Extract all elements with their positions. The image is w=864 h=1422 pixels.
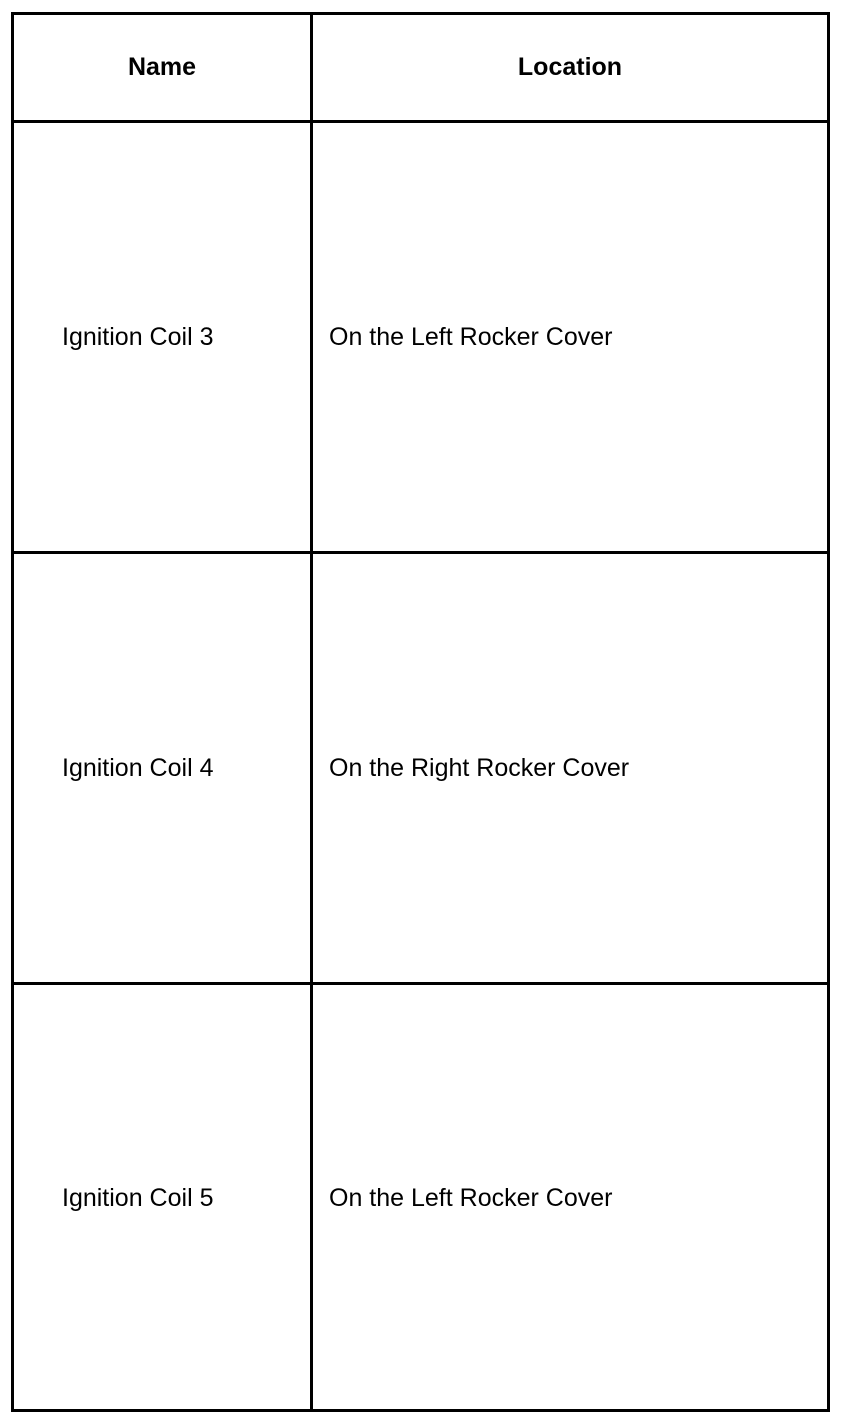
table-row bbox=[14, 123, 827, 554]
cell-name: Ignition Coil 3 bbox=[62, 322, 214, 351]
ignition-coil-location-table bbox=[11, 12, 830, 1412]
cell-location: On the Right Rocker Cover bbox=[329, 753, 630, 782]
table-header-row bbox=[14, 15, 827, 123]
table-row bbox=[14, 554, 827, 985]
cell-name: Ignition Coil 5 bbox=[62, 1184, 214, 1212]
cell-location: On the Left Rocker Cover bbox=[329, 322, 613, 351]
table-row bbox=[14, 985, 827, 1412]
cell-location: On the Left Rocker Cover bbox=[329, 1184, 613, 1212]
header-name: Name bbox=[127, 53, 197, 81]
header-location: Location bbox=[517, 53, 623, 81]
cell-name: Ignition Coil 4 bbox=[62, 753, 214, 782]
